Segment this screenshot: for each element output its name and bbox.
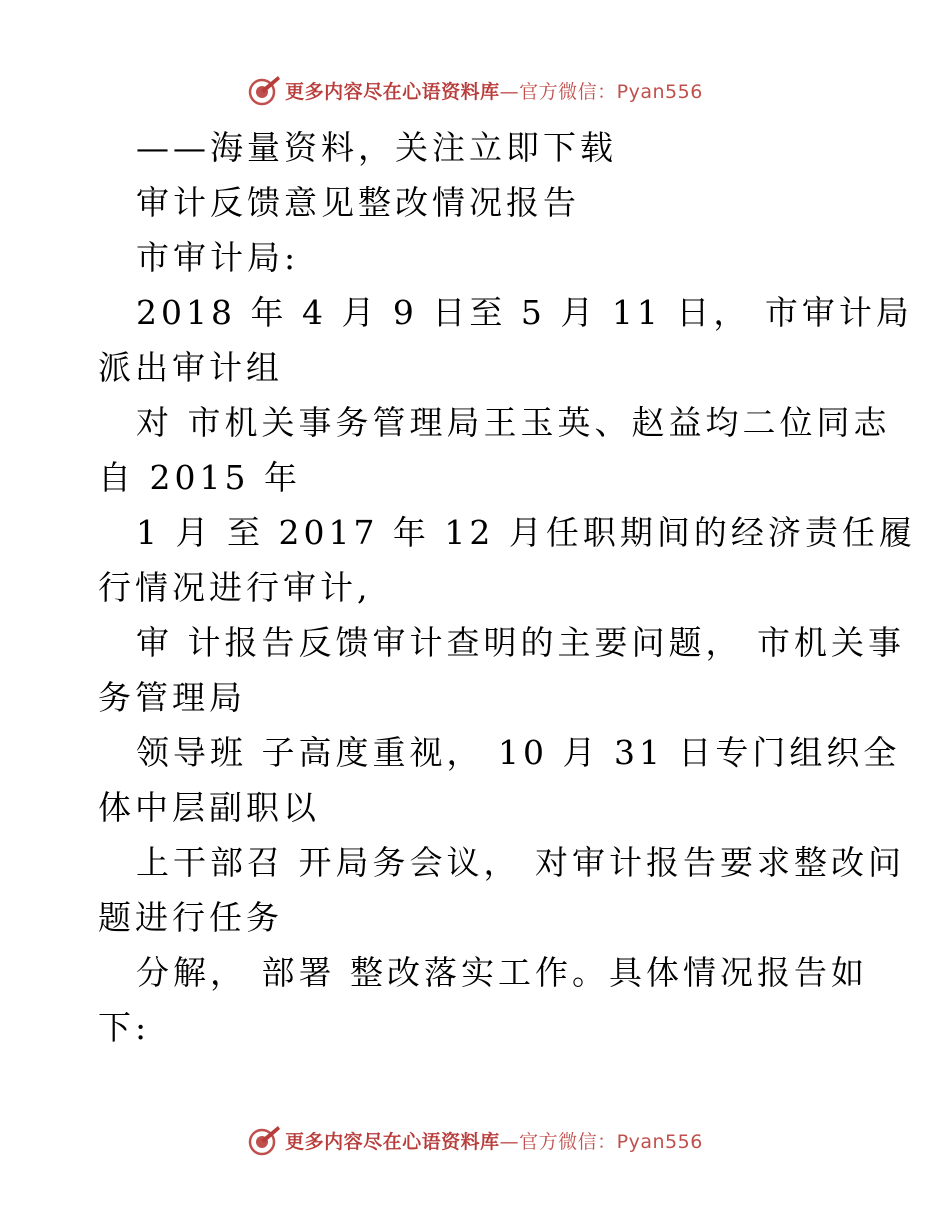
doc-line: 派出审计组 <box>98 348 283 387</box>
doc-line: 1 月 至 2017 年 12 月任职期间的经济责任履 <box>136 513 916 552</box>
doc-line: ——海量资料，关注立即下载 <box>136 128 617 167</box>
watermark-tail: 官方微信：Pyan556 <box>519 1130 703 1153</box>
watermark-logo-icon <box>247 73 281 107</box>
doc-line: 题进行任务 <box>98 898 283 937</box>
watermark-lead: 更多内容尽在心语资料库 <box>285 1130 500 1153</box>
doc-title: 审计反馈意见整改情况报告 <box>136 183 580 222</box>
doc-line: 自 2015 年 <box>98 458 301 497</box>
watermark-tail: 官方微信：Pyan556 <box>519 80 703 103</box>
doc-line: 行情况进行审计, <box>98 568 372 607</box>
watermark-dash: — <box>499 80 520 103</box>
doc-addressee: 市审计局: <box>136 238 300 277</box>
doc-line: 下: <box>98 1008 151 1047</box>
watermark-text <box>285 1127 703 1154</box>
doc-line: 审 计报告反馈审计查明的主要问题， 市机关事 <box>136 623 905 662</box>
doc-line: 上干部召 开局务会议， 对审计报告要求整改问 <box>136 843 905 882</box>
watermark-dash: — <box>499 1130 520 1153</box>
watermark-logo-icon <box>247 1123 281 1157</box>
document-body <box>98 120 916 1055</box>
header-watermark <box>0 70 950 110</box>
watermark-lead: 更多内容尽在心语资料库 <box>285 80 500 103</box>
doc-line: 对 市机关事务管理局王玉英、赵益均二位同志 <box>136 403 891 442</box>
watermark-text <box>285 77 703 104</box>
doc-line: 体中层副职以 <box>98 788 320 827</box>
doc-line: 分解， 部署 整改落实工作。具体情况报告如 <box>136 953 868 992</box>
doc-line: 领导班 子高度重视， 10 月 31 日专门组织全 <box>136 733 901 772</box>
doc-line: 2018 年 4 月 9 日至 5 月 11 日， 市审计局 <box>136 293 913 332</box>
doc-line: 务管理局 <box>98 678 246 717</box>
footer-watermark <box>0 1120 950 1160</box>
